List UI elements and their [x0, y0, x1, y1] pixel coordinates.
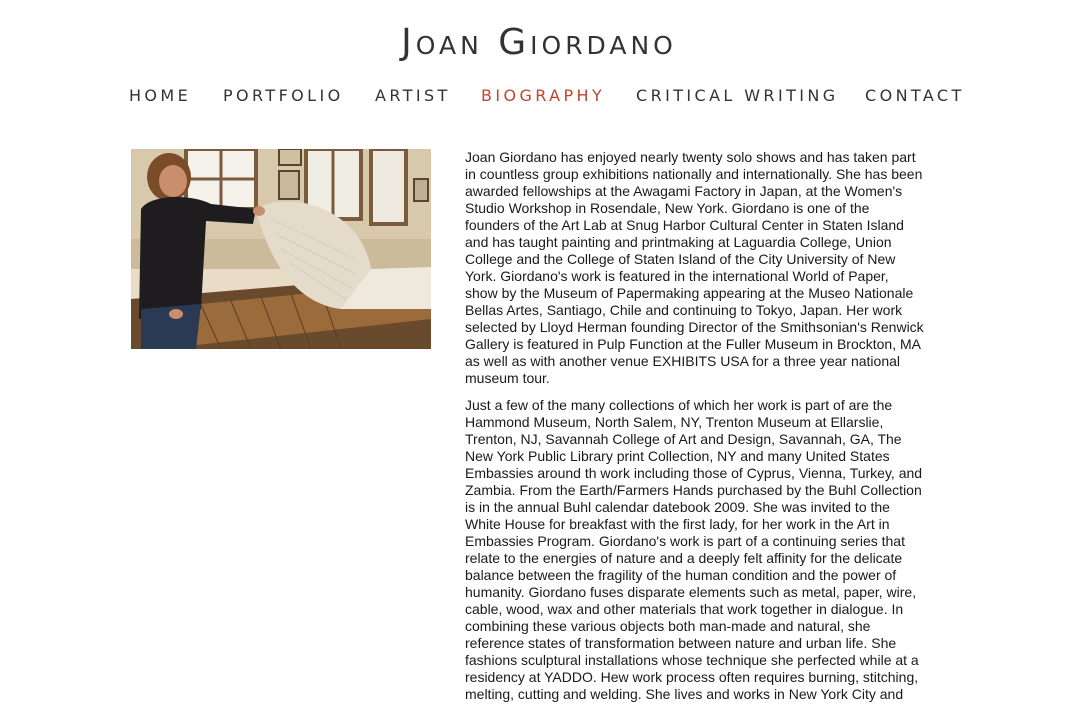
biography-text: [465, 149, 925, 713]
site-title[interactable]: Joan Giordano: [401, 22, 677, 63]
bio-paragraph-2: Just a few of the many collections of which her work is part of are the Hammond Museum, North Salem, NY, Trenton Museum at Ellarslie, Trenton, NJ, Savannah College of Art and Design, Savannah, GA, The New York Public Library print Collection, NY and many United States Embassies around th work including those of Cyprus, Vienna, Turkey, and Zambia. From the Earth/Farmers Hands purchased by the Buhl Collection is in the annual Buhl calendar datebook 2009. She was invited to the White House for breakfast with the first lady, for her work in the Art in Embassies Program. Giordano's work is part of a continuing series that relate to the energies of nature and a deeply felt affinity for the delicate balance between the fragility of the human condition and the power of humanity. Giordano fuses disparate elements such as metal, paper, wire, cable, wood, wax and other materials that work together in dialogue. In combining these various objects both man-made and natural, she reference states of transformation between nature and urban life. She fashions sculptural installations whose technique she perfected while at a residency at YADDO. Hew work process often requires burning, stitching, melting, cutting and welding. She lives and works in New York City and: [465, 397, 923, 702]
nav-critical-writing[interactable]: CRITICAL WRITING: [636, 86, 839, 105]
nav-biography[interactable]: BIOGRAPHY: [481, 86, 606, 105]
nav-home[interactable]: HOME: [129, 86, 192, 105]
artist-with-paper-photo: [131, 149, 431, 349]
bio-paragraph-1: Joan Giordano has enjoyed nearly twenty solo shows and has taken part in countless group exhibitions nationally and internationally. She has been awarded fellowships at the Awagami Factory in Japan, at the Women's Studio Workshop in Rosendale, New York. Giordano is one of the founders of the Art Lab at Snug Harbor Cultural Center in Staten Island and has taught painting and printmaking at Laguardia College, Union College and the College of Staten Island of the City University of New York. Giordano's work is featured in the international World of Paper, show by the Museum of Papermaking appearing at the Museo Nationale Bellas Artes, Santiago, Chile and continuing to Tokyo, Japan. Her work selected by Lloyd Herman founding Director of the Smithsonian's Renwick Gallery is featured in Pulp Function at the Fuller Museum in Brockton, MA as well as with another venue EXHIBITS USA for a three year national museum tour.: [465, 149, 924, 386]
nav-artist[interactable]: ARTIST: [375, 86, 451, 105]
nav-portfolio[interactable]: PORTFOLIO: [223, 86, 344, 105]
photo-illustration: [131, 149, 431, 349]
nav-contact[interactable]: CONTACT: [865, 86, 965, 105]
